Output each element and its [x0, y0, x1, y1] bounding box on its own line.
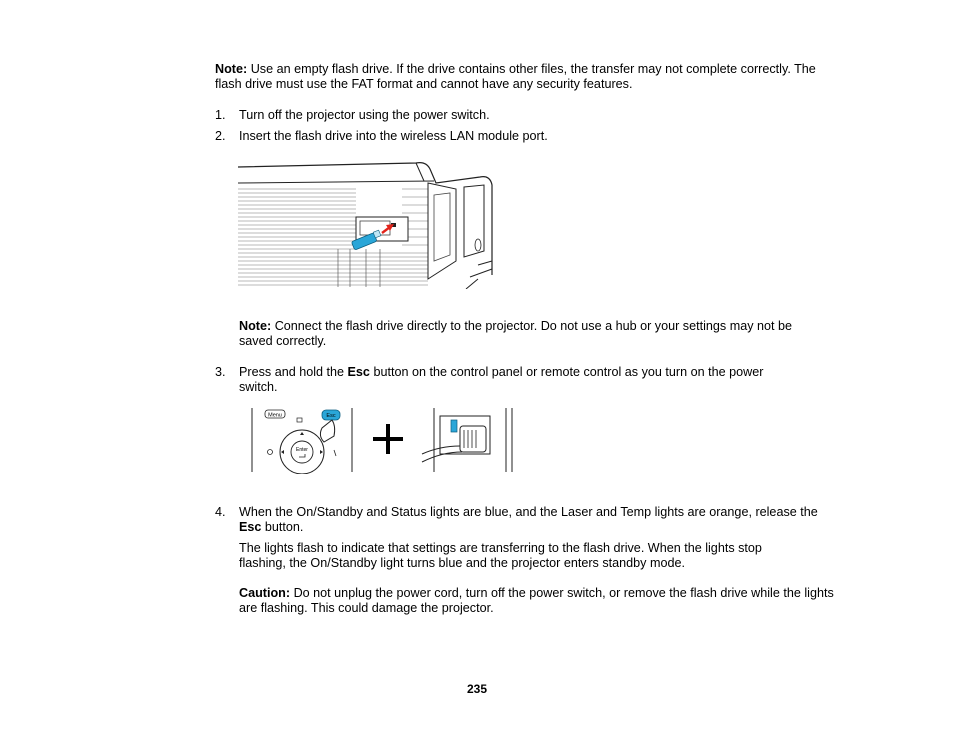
page-number: 235 — [466, 682, 488, 696]
esc-key-label: Esc — [347, 365, 370, 379]
note-text: Connect the flash drive directly to the projector. Do not use a hub or your settings may not be saved correctly. — [239, 319, 793, 348]
step-text: Insert the flash drive into the wireless LAN module port. — [239, 129, 548, 143]
lights-paragraph: The lights flash to indicate that settings are transferring to the flash drive. When the lights stop flashing, the On/Standby light turns blue and the projector enters standby mode. — [239, 541, 762, 570]
projector-flash-drive-illustration — [238, 157, 494, 289]
step-text: Press and hold the Esc button on the control panel or remote control as you turn on the power switch. — [239, 365, 764, 394]
menu-button-label: Menu — [268, 412, 282, 419]
power-switch-figure — [422, 408, 512, 472]
step-number: 2. — [215, 129, 226, 143]
plus-icon — [373, 424, 403, 454]
esc-key-label: Esc — [239, 520, 262, 534]
note-text: Use an empty flash drive. If the drive contains other files, the transfer may not complete correctly. The flash drive must use the FAT format and cannot have any security features. — [215, 62, 816, 91]
step-text: When the On/Standby and Status lights are blue, and the Laser and Temp lights are orange, release the Esc button. — [239, 505, 818, 534]
step-number: 1. — [215, 108, 226, 122]
step-number: 3. — [215, 365, 226, 379]
note-paragraph — [215, 62, 825, 92]
esc-power-illustration — [250, 406, 514, 474]
power-switch-highlight — [451, 420, 457, 432]
enter-button-label: Enter — [296, 447, 308, 453]
caution-label: Caution: — [239, 586, 291, 600]
caution-paragraph — [239, 586, 839, 616]
caution-text: Do not unplug the power cord, turn off the power switch, or remove the flash drive while the lights are flashing. This could damage the projector. — [239, 586, 834, 615]
step-text: Turn off the projector using the power switch. — [239, 108, 490, 122]
note-label: Note: — [239, 319, 272, 333]
note-label: Note: — [215, 62, 248, 76]
note-paragraph — [239, 319, 829, 349]
step-number: 4. — [215, 505, 226, 519]
control-panel-figure — [252, 408, 352, 474]
esc-button-label: Esc — [326, 413, 336, 419]
